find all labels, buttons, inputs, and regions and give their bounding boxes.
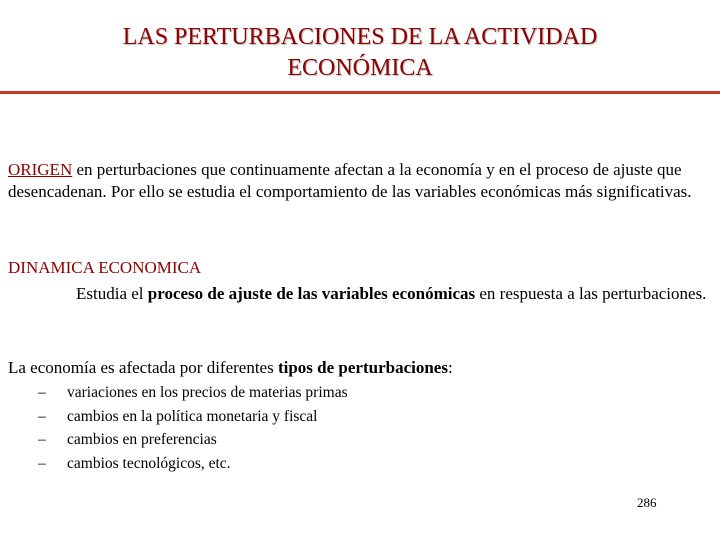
bullet-marker: – [38,431,46,448]
tipos-text-post: : [447,358,453,377]
bullet-marker: – [38,384,46,401]
list-item-text: cambios en preferencias [67,431,217,448]
list-item [38,405,348,429]
bullet-marker: – [38,407,46,425]
list-item [38,428,348,452]
list-item [38,452,348,476]
tipos-paragraph [8,357,708,379]
title-divider [0,91,720,94]
slide-title-line-2: ECONÓMICA [287,55,433,81]
list-item [38,381,348,405]
bullet-marker: – [38,454,46,472]
origen-paragraph [8,159,708,203]
list-item-text: variaciones en los precios de materias primas [67,384,348,401]
list-item-text: cambios tecnológicos, etc. [67,454,231,472]
dinamica-text-post: en respuesta a las perturbaciones. [475,284,707,303]
origen-keyword: ORIGEN [8,160,73,179]
dinamica-text-pre: Estudia el [76,284,148,303]
dinamica-paragraph [8,283,708,305]
slide-title-line-1: LAS PERTURBACIONES DE LA ACTIVIDAD [122,24,598,50]
origen-text: en perturbaciones que continuamente afectan a la economía y en el proceso de ajuste que desencadenan. Por ello se estudia el comportamiento de las variables económicas más significativas. [8,160,692,201]
tipos-text-bold: tipos de perturbaciones [277,358,448,377]
slide-title [0,22,720,84]
dinamica-text-bold: proceso de ajuste de las variables económicas [147,284,476,303]
list-item-text: cambios en la política monetaria y fiscal [67,407,318,425]
dinamica-heading: DINAMICA ECONOMICA [8,258,202,277]
perturbation-types-list [38,381,348,475]
tipos-text-pre: La economía es afectada por diferentes [8,358,278,377]
page-number: 286 [637,495,657,510]
